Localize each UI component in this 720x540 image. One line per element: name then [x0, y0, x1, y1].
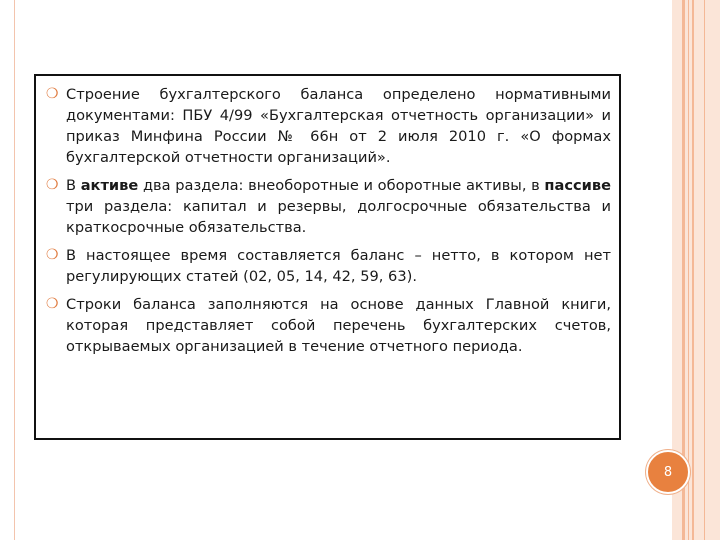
circle-bullet-icon: ❍ — [46, 86, 59, 102]
page-number-badge — [646, 450, 690, 494]
bullet-text: Строение бухгалтерского баланса определено нормативными документами: ПБУ 4/99 «Бухгалтерская отчетность организации» и приказ Минфина России № 66н от 2 июля 2010 г. «О формах бухгалтерской отчетности организаций». — [66, 86, 611, 166]
bullet-bold-term: активе — [80, 177, 139, 194]
bullet-text-post: три раздела: капитал и резервы, долгосрочные обязательства и краткосрочные обязательства. — [66, 198, 611, 236]
band-stripe — [688, 0, 689, 540]
bullet-text: В настоящее время составляется баланс – нетто, в котором нет регулирующих статей (02, 05, 14, 42, 59, 63). — [66, 247, 611, 285]
bullet-text-mid: два раздела: внеоборотные и оборотные активы, в — [138, 177, 545, 194]
list-item — [46, 294, 611, 357]
content-box — [34, 74, 621, 440]
bullet-bold-term: пассиве — [544, 177, 611, 194]
list-item — [46, 84, 611, 168]
bullet-text: Строки баланса заполняются на основе данных Главной книги, которая представляет собой перечень бухгалтерских счетов, открываемых организацией в течение отчетного периода. — [66, 296, 611, 355]
list-item — [46, 175, 611, 238]
left-border-line — [14, 0, 15, 540]
band-stripe — [704, 0, 705, 540]
band-stripe — [692, 0, 694, 540]
circle-bullet-icon: ❍ — [46, 296, 59, 312]
bullet-text-pre: В — [66, 177, 81, 194]
page-number: 8 — [663, 464, 673, 480]
bullet-list — [46, 84, 611, 357]
circle-bullet-icon: ❍ — [46, 247, 59, 263]
list-item — [46, 245, 611, 287]
circle-bullet-icon: ❍ — [46, 177, 59, 193]
